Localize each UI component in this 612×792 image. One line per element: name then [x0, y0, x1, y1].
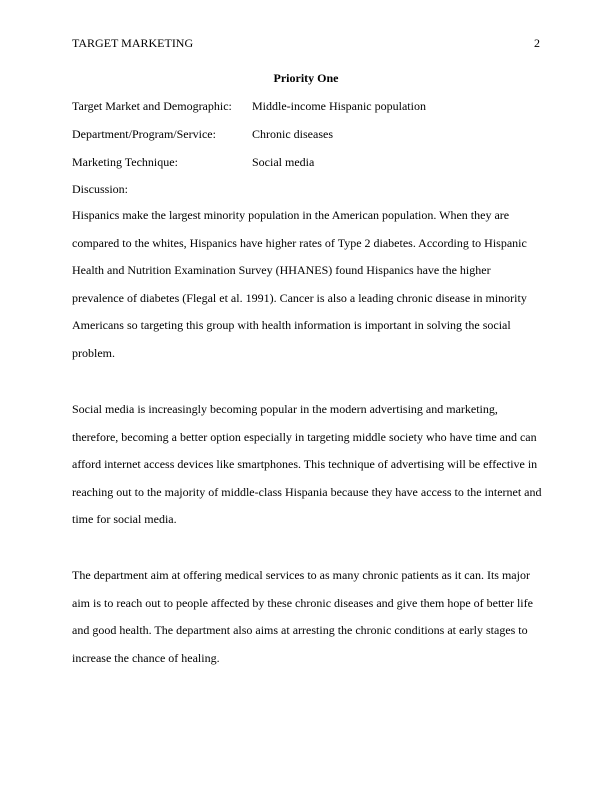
section-title: Priority One — [273, 71, 339, 85]
page-number: 2 — [534, 36, 540, 50]
field-value: Social media — [252, 155, 315, 169]
paragraph-social-media: Social media is increasingly becoming popular in the modern advertising and marketing, therefore, becoming a better option especially in targeting middle society who have time and can afford internet access devices like smartphones. This technique of advertising will be effective in reaching out to the majority of middle-class Hispania because they have access to the internet and time for social media. — [72, 402, 542, 527]
paragraph-hispanic-population: Hispanics make the largest minority population in the American population. When they are compared to the whites, Hispanics have higher rates of Type 2 diabetes. According to Hispanic Health and Nutrition Examination Survey (HHANES) found Hispanics have the higher prevalence of diabetes (Flegal et al. 1991). Cancer is also a leading chronic disease in minority Americans so targeting this group with health information is important in solving the social problem. — [72, 208, 527, 360]
field-label: Marketing Technique: — [72, 155, 178, 169]
discussion-label: Discussion: — [72, 182, 129, 196]
paragraph-department-aim: The department aim at offering medical services to as many chronic patients as it can. Its major aim is to reach out to people affected by these chronic diseases and give them hope of better life and good health. The department also aims at arresting the chronic conditions at early stages to increase the chance of healing. — [72, 568, 533, 665]
field-label: Department/Program/Service: — [72, 127, 216, 141]
field-label: Target Market and Demographic: — [72, 99, 232, 113]
field-value: Middle-income Hispanic population — [252, 99, 426, 113]
running-head: TARGET MARKETING — [72, 36, 194, 50]
field-value: Chronic diseases — [252, 127, 333, 141]
